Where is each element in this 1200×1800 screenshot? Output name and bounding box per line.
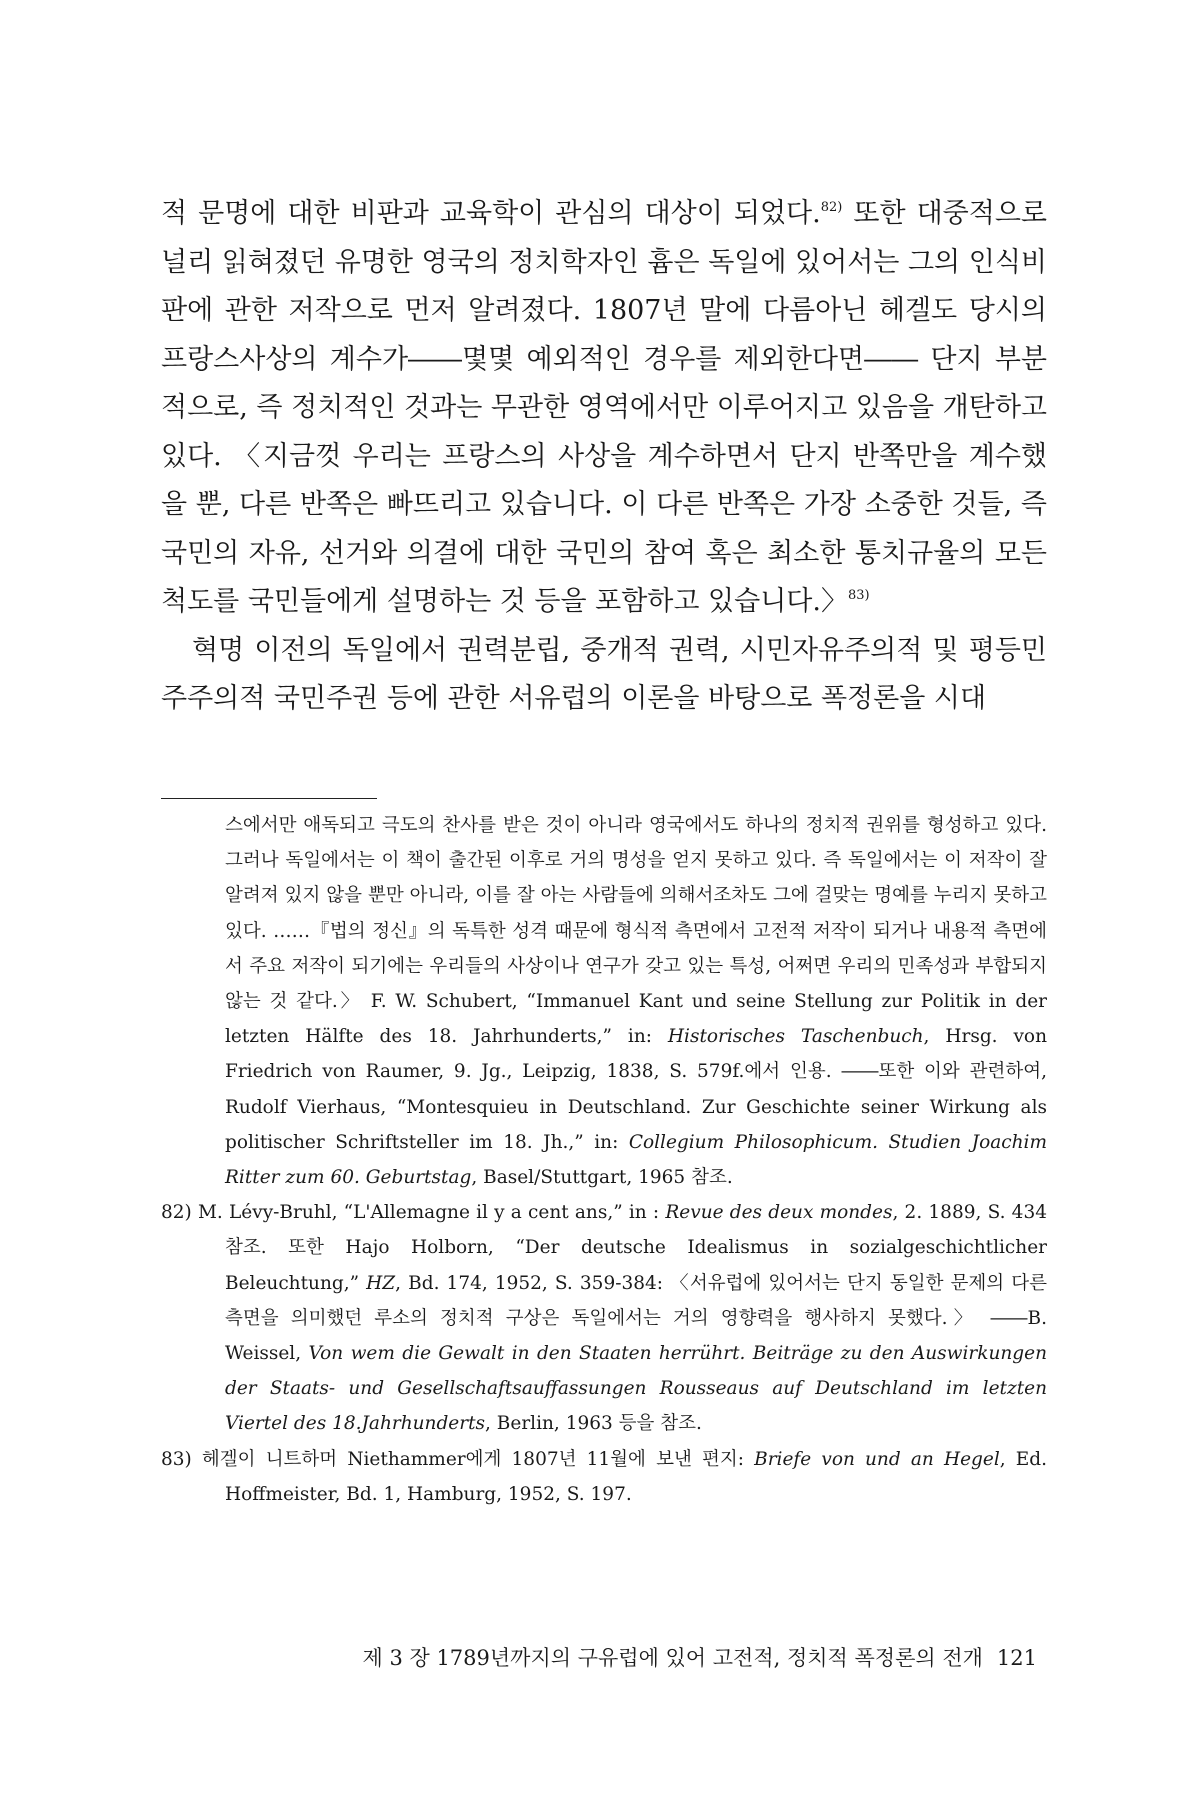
footnote-81-continued (161, 808, 1047, 1195)
footnote-82-text-3: , Bd. 174, 1952, S. 359-384: 〈서유럽에 있어서는 단지 동일한 문제의 다른 측면을 의미했던 루소의 정치적 구상은 독일에서는 거의 영향력을 행사하지 못했다.〉 ――B. Weissel, (225, 1272, 1047, 1365)
page-number: 121 (996, 1646, 1037, 1670)
footnote-83-text-2: , Ed. Hoffmeister, Bd. 1, Hamburg, 1952, S. 197. (225, 1448, 1047, 1505)
footnote-ref-83: 83) (847, 588, 870, 603)
paragraph-1-continued: 또한 대중적으로 널리 읽혀졌던 유명한 영국의 정치학자인 흄은 독일에 있어서는 그의 인식비판에 관한 저작으로 먼저 알려졌다. 1807년 말에 다름아닌 헤겔도 당시의 프랑스사상의 계수가――몇몇 예외적인 경우를 제외한다면―― 단지 부분적으로, 즉 정치적인 것과는 무관한 영역에서만 이루어지고 있음을 개탄하고 있다. 〈지금껏 우리는 프랑스의 사상을 계수하면서 단지 반쪽만을 계수했을 뿐, 다른 반쪽은 빠뜨리고 있습니다. 이 다른 반쪽은 가장 소중한 것들, 즉 국민의 자유, 선거와 의결에 대한 국민의 참여 혹은 최소한 통치규율의 모든 척도를 국민들에게 설명하는 것 등을 포함하고 있습니다.〉 (161, 198, 1047, 617)
footnote-82-book: Von wem die Gewalt in den Staaten herrührt. Beiträge zu den Auswirkungen der Staats- und Gesellschaftsauffassungen Rousseaus auf Deutschland im letzten Viertel des 18.Jahrhunderts (225, 1343, 1047, 1435)
footnote-81-book: Collegium Philosophicum. Studien Joachim Ritter zum 60. Geburtstag (225, 1131, 1047, 1189)
running-footer (0, 1642, 1037, 1672)
footnote-82-text-2: , 2. 1889, S. 434 참조. 또한 Hajo Holborn, “Der deutsche Idealismus in sozialgeschichtlicher Beleuchtung,” (225, 1202, 1047, 1294)
footnote-divider (161, 798, 377, 799)
footnote-83-text: 헤겔이 니트하머 Niethammer에게 1807년 11월에 보낸 편지: (201, 1448, 755, 1470)
paragraph-1 (161, 190, 1047, 627)
footnote-83 (161, 1442, 1047, 1512)
footnote-82-text-4: , Berlin, 1963 등을 참조. (485, 1413, 702, 1435)
footnote-81-text: 스에서만 애독되고 극도의 찬사를 받은 것이 아니라 영국에서도 하나의 정치적 권위를 형성하고 있다. 그러나 독일에서는 이 책이 출간된 이후로 거의 명성을 얻지 못하고 있다. 즉 독일에서는 이 저작이 잘 알려져 있지 않을 뿐만 아니라, 이를 잘 아는 사람들에 의해서조차도 그에 걸맞는 명예를 누리지 못하고 있다. ……『법의 정신』의 독특한 성격 때문에 형식적 측면에서 고전적 저작이 되거나 내용적 측면에서 주요 저작이 되기에는 우리들의 사상이나 연구가 갖고 있는 특성, 어쩌면 우리의 민족성과 부합되지 않는 것 같다.〉 F. W. Schubert, “Immanuel Kant und seine Stellung zur Politik in der letzten Hälfte des 18. Jahrhunderts,” in: (225, 815, 1047, 1048)
main-text (161, 190, 1047, 724)
footnote-81-text-3: , Basel/Stuttgart, 1965 참조. (471, 1167, 733, 1189)
footnote-81-journal: Historisches Taschenbuch (667, 1026, 924, 1048)
footnote-82 (161, 1195, 1047, 1441)
footnote-83-book: Briefe von und an Hegel (754, 1448, 1000, 1470)
chapter-title: 제 3 장 1789년까지의 구유럽에 있어 고전적, 정치적 폭정론의 전개 (362, 1646, 983, 1670)
footnote-82-label: 82) (161, 1202, 192, 1224)
footnote-82-text: M. Lévy-Bruhl, “L'Allemagne il y a cent ans,” in : (197, 1202, 666, 1224)
paragraph-1-text: 적 문명에 대한 비판과 교육학이 관심의 대상이 되었다. (161, 198, 821, 229)
footnote-81-text-2: , Hrsg. von Friedrich von Raumer, 9. Jg., Leipzig, 1838, S. 579f.에서 인용. ――또한 이와 관련하여, Rudolf Vierhaus, “Montesquieu in Deutschland. Zur Geschichte seiner Wirkung als politischer Schriftsteller im 18. Jh.,” in: (225, 1026, 1047, 1153)
footnote-83-label: 83) (161, 1448, 192, 1470)
paragraph-2: 혁명 이전의 독일에서 권력분립, 중개적 권력, 시민자유주의적 및 평등민주주의적 국민주권 등에 관한 서유럽의 이론을 바탕으로 폭정론을 시대 (161, 634, 1047, 714)
footnote-82-journal: Revue des deux mondes (665, 1202, 893, 1224)
footnote-82-journal-2: HZ (366, 1272, 396, 1294)
footnote-ref-82: 82) (820, 200, 843, 215)
footnotes (161, 808, 1047, 1512)
